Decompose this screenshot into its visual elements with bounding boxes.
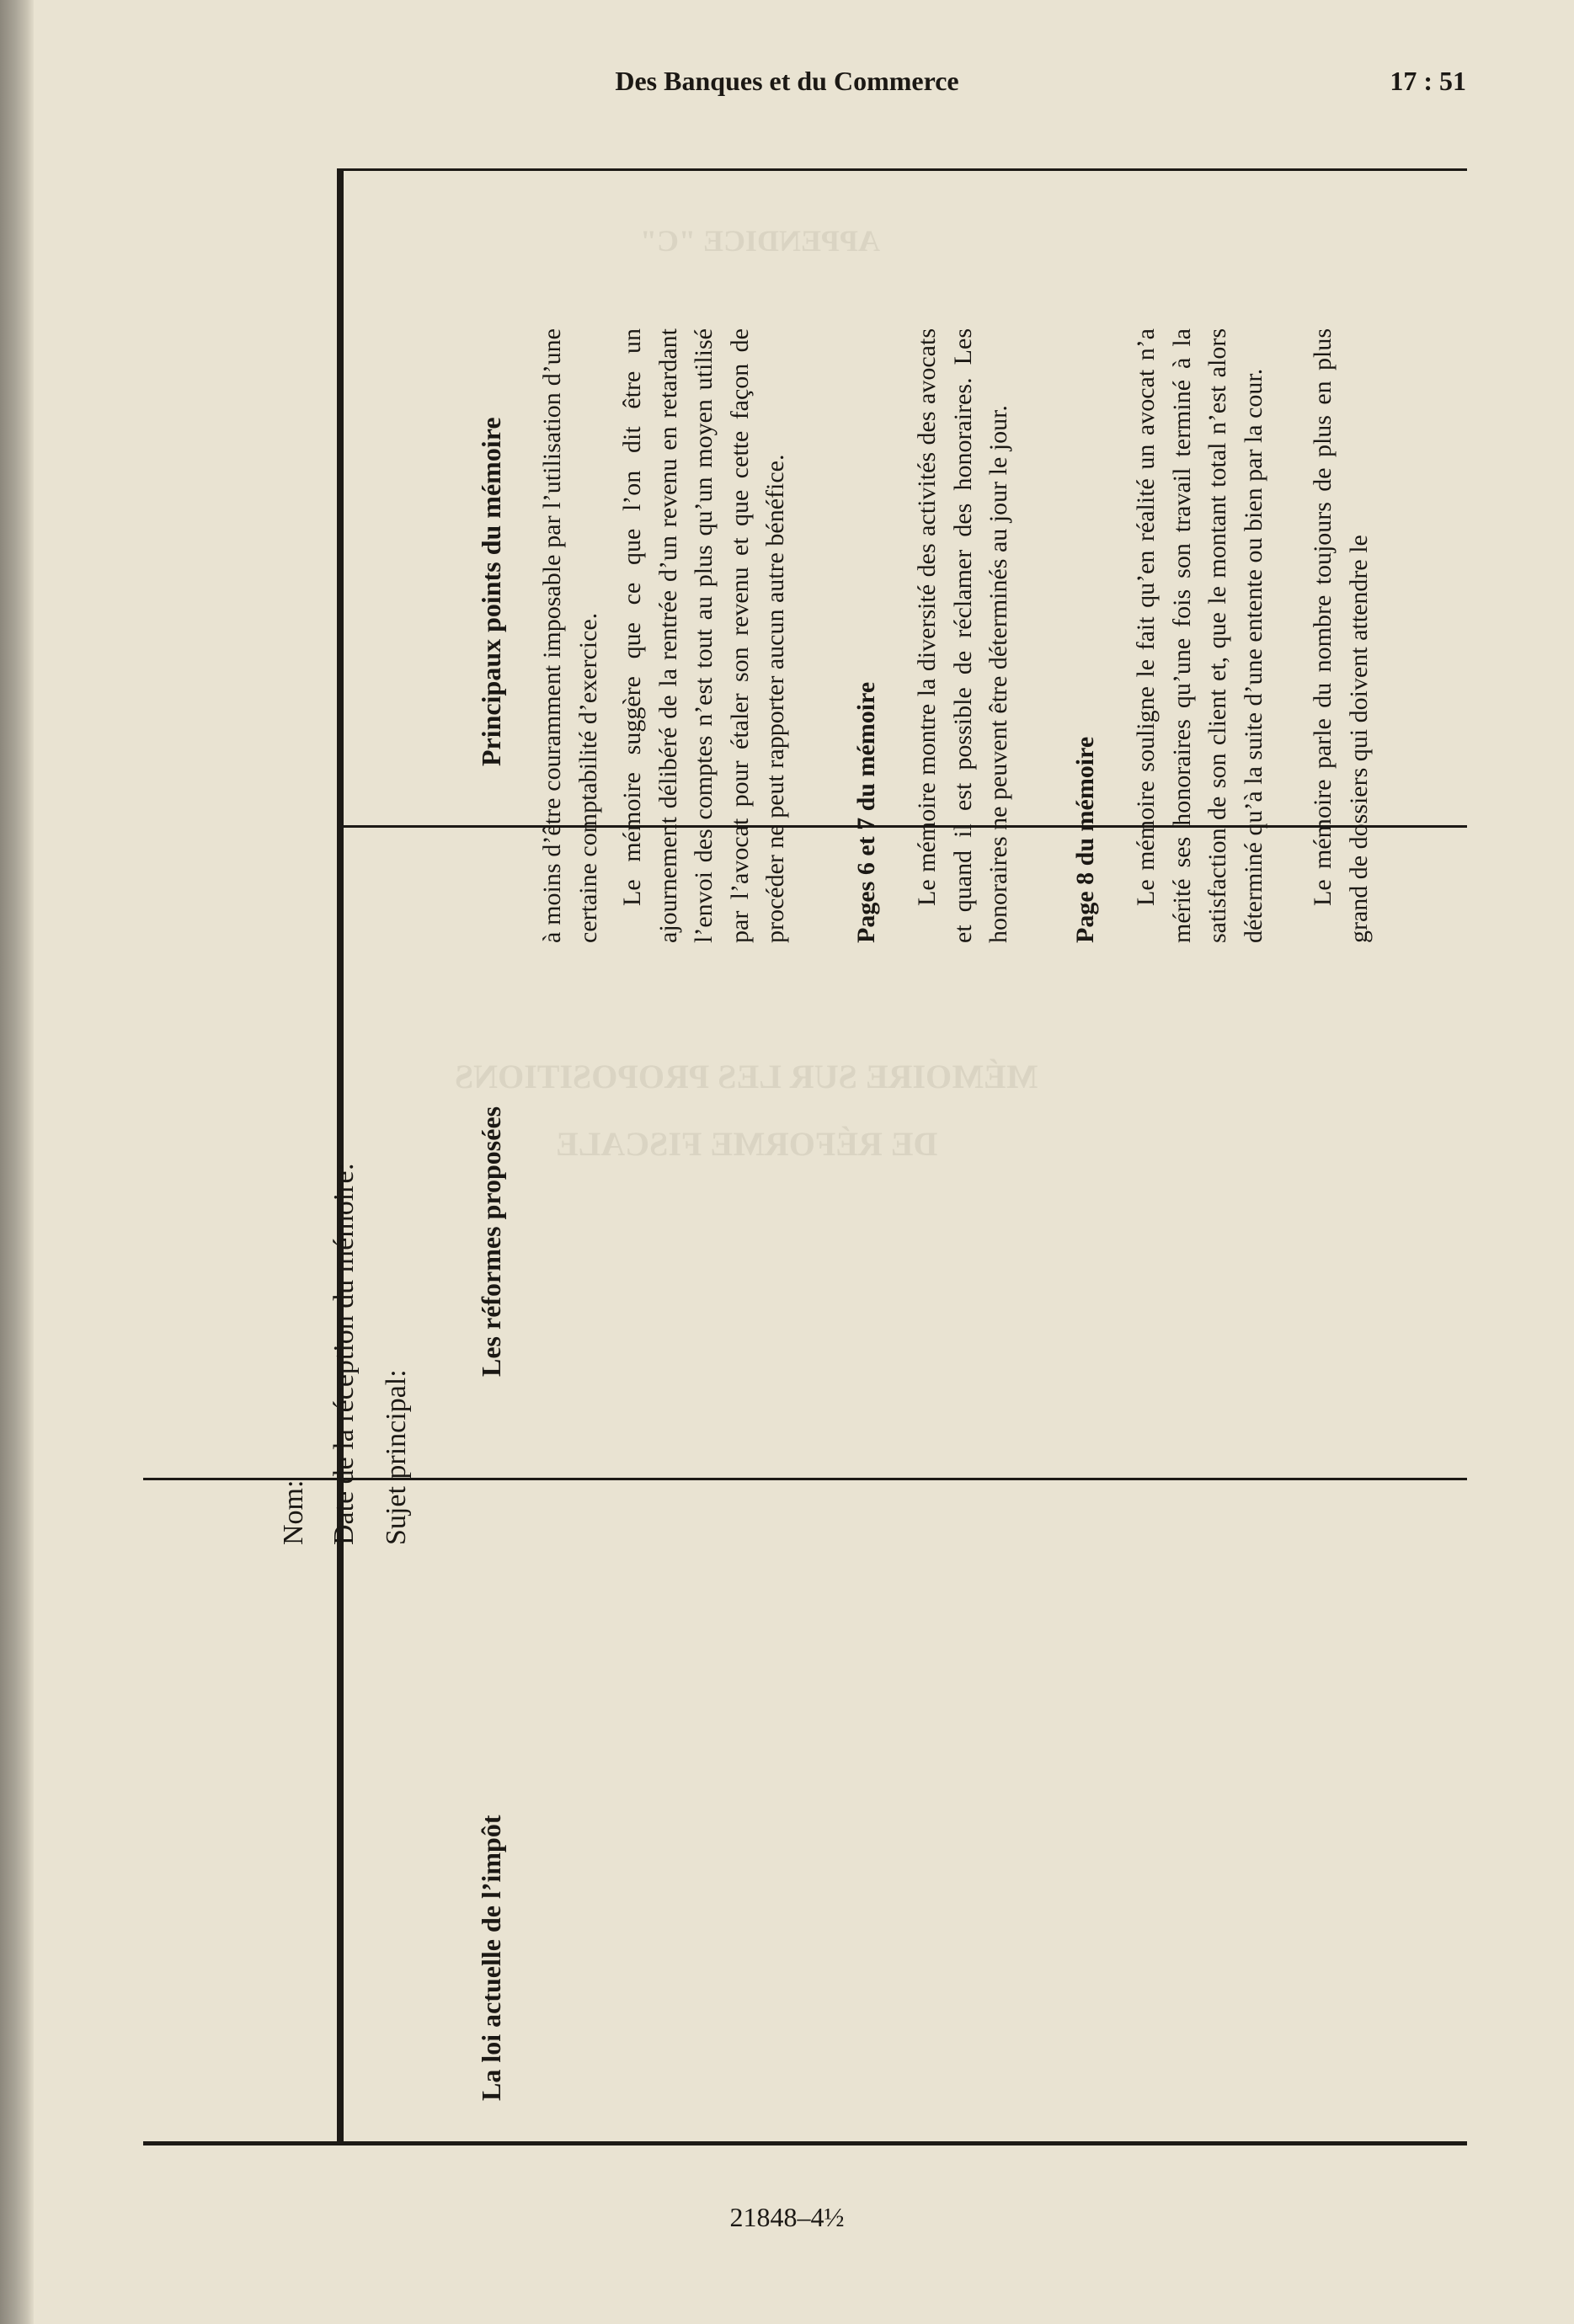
running-head: Des Banques et du Commerce	[615, 66, 959, 96]
show-through-heading: MÉMOIRE SUR LES PROPOSITIONS	[455, 1058, 1038, 1095]
column-heading-points: Principaux points du mémoire	[476, 417, 506, 766]
show-through-heading-2: DE RÉFORME FISCALE	[556, 1125, 938, 1163]
field-date-reception: Date de la réception du mémoire:	[328, 1162, 360, 1545]
points-paragraph-4: Le mémoire souligne le fait qu’en réalité un avocat n’a mérité ses honoraires qu’une fois son travail terminé à la satisfaction de son client et, que le montant total n’est alors déterminé qu’à la suite d’une entente ou bien par la cour.	[1132, 328, 1267, 943]
field-sujet-principal: Sujet principal:	[381, 1369, 412, 1545]
points-paragraph-1: à moins d’être couramment imposable par l’utilisation d’une certaine comptabilité d’exercice.	[538, 328, 602, 943]
footer-print-code: 21848–4½	[729, 2202, 845, 2232]
show-through-appendix: APPENDICE "C"	[640, 224, 880, 258]
column-heading-loi-actuelle: La loi actuelle de l’impôt	[476, 1815, 506, 2101]
points-paragraph-5: Le mémoire parle du nombre toujours de plus en plus grand de dossiers qui doivent attendre le	[1309, 328, 1373, 943]
field-nom: Nom:	[278, 1479, 309, 1545]
section-heading-page-8: Page 8 du mémoire	[1071, 736, 1099, 943]
section-heading-pages-6-7: Pages 6 et 7 du mémoire	[852, 681, 880, 943]
points-paragraph-2: Le mémoire suggère que ce que l’on dit être un ajournement délibéré de la rentrée d’un revenu en retardant l’envoi des comptes n’est tout au plus qu’un moyen utilisé par l’avocat pour étaler son revenu et que cette façon de procéder ne peut rapporter aucun autre bénéfice.	[618, 328, 789, 943]
page-number: 17 : 51	[1390, 66, 1466, 96]
points-paragraph-3: Le mémoire montre la diversité des activités des avocats et quand il est possible de réclamer des honoraires. Les honoraires ne peuvent être déterminés au jour le jour.	[913, 328, 1012, 943]
page-binding-shadow	[0, 0, 34, 2324]
column-heading-reformes: Les réformes proposées	[476, 1106, 506, 1377]
rotated-form	[202, 131, 1381, 2227]
